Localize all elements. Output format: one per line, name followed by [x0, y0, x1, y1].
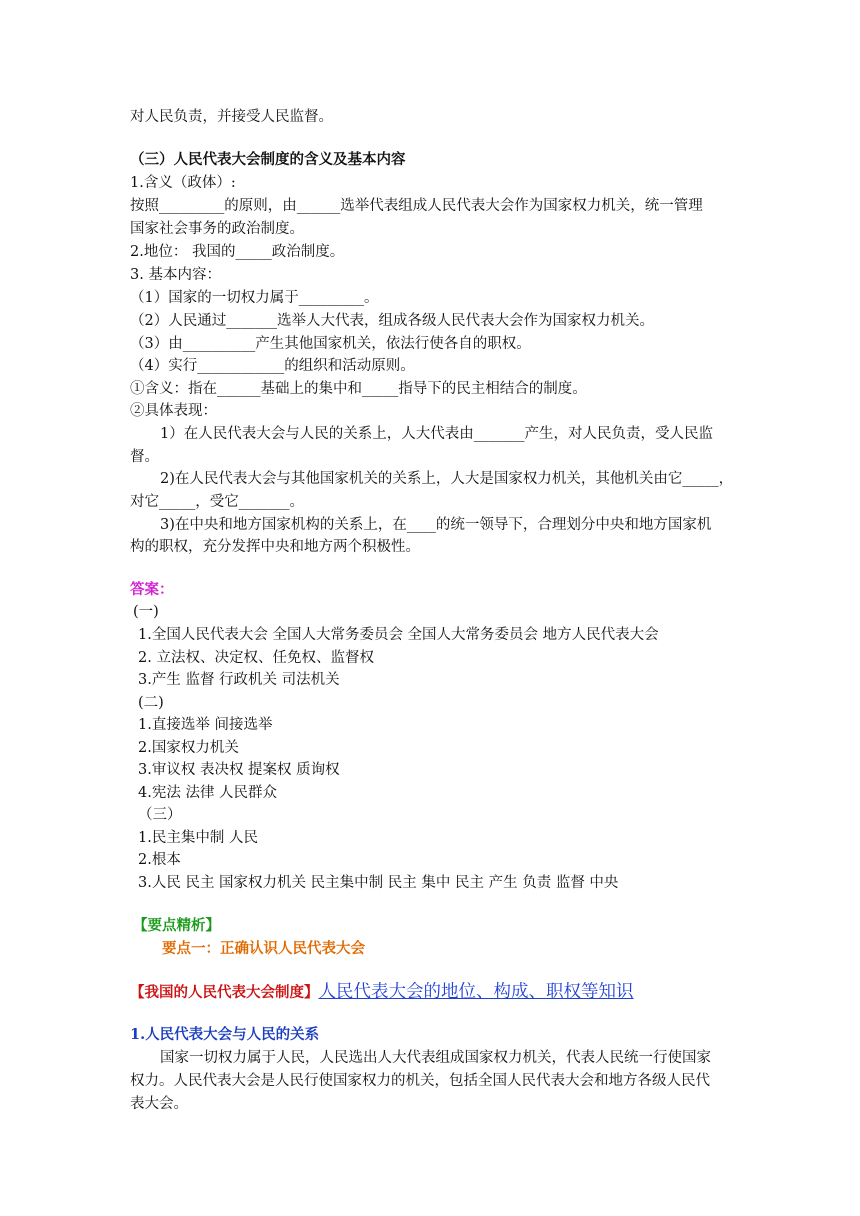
answer-line: 2. 立法权、决定权、任免权、监督权 — [138, 650, 374, 666]
text-line: 对它_____，受它_______。 — [130, 494, 304, 510]
text-line: 1.含义（政体）: — [130, 175, 236, 191]
answer-line: (一) — [133, 604, 159, 620]
topic-bracket-label: 【我国的人民代表大会制度】 — [130, 984, 319, 1001]
paragraph-line: 国家一切权力属于人民，人民选出人大代表组成国家权力机关，代表人民统一行使国家 — [160, 1050, 711, 1066]
answer-line: 3.人民 民主 国家权力机关 民主集中制 民主 集中 民主 产生 负责 监督 中央 — [138, 875, 619, 891]
key-point-one: 要点一：正确认识人民代表大会 — [162, 940, 365, 957]
text-line: 3)在中央和地方国家机构的关系上，在____的统一领导下，合理划分中央和地方国家机 — [160, 517, 712, 533]
answer-line: （三） — [138, 807, 182, 823]
text-line: 3. 基本内容： — [130, 267, 221, 283]
text-line: （3）由__________产生其他国家机关，依法行使各自的职权。 — [130, 336, 531, 352]
section-heading-three: （三）人民代表大会制度的含义及基本内容 — [130, 151, 406, 168]
answer-line: 2.根本 — [138, 852, 181, 868]
text-line: （4）实行____________的组织和活动原则。 — [130, 358, 415, 374]
text-line: ①含义：指在______基础上的集中和_____指导下的民主相结合的制度。 — [130, 381, 587, 397]
subsection-heading: 1.人民代表大会与人民的关系 — [130, 1026, 320, 1043]
text-line: 督。 — [130, 449, 159, 465]
topic-link[interactable]: 人民代表大会的地位、构成、职权等知识 — [318, 982, 634, 1002]
answer-line: 3.审议权 表决权 提案权 质询权 — [138, 762, 340, 778]
answer-line: 1.全国人民代表大会 全国人大常务委员会 全国人大常务委员会 地方人民代表大会 — [138, 627, 659, 643]
key-points-heading: 【要点精析】 — [133, 917, 220, 934]
paragraph-line: 权力。人民代表大会是人民行使国家权力的机关，包括全国人民代表大会和地方各级人民代 — [130, 1073, 710, 1089]
text-line: 1）在人民代表大会与人民的关系上，人大代表由_______产生，对人民负责，受人民监 — [160, 426, 713, 442]
text-line: （2）人民通过_______选举人大代表，组成各级人民代表大会作为国家权力机关。 — [130, 313, 654, 329]
answer-line: 2.国家权力机关 — [138, 740, 239, 756]
text-line: ②具体表现： — [130, 403, 217, 419]
paragraph-line: 表大会。 — [130, 1096, 188, 1112]
text-line: 国家社会事务的政治制度。 — [130, 221, 304, 237]
text-line: 构的职权，充分发挥中央和地方两个积极性。 — [130, 539, 420, 555]
text-line: 2)在人民代表大会与其他国家机关的关系上，人大是国家权力机关，其他机关由它_____， — [160, 471, 734, 487]
answer-line: 1.民主集中制 人民 — [138, 830, 258, 846]
text-line: 按照_________的原则，由______选举代表组成人民代表大会作为国家权力机关，统一管理 — [130, 198, 703, 214]
answer-line: 4.宪法 法律 人民群众 — [138, 785, 278, 801]
answer-line: 3.产生 监督 行政机关 司法机关 — [138, 672, 340, 688]
answer-line: (二) — [138, 695, 164, 711]
answer-line: 1.直接选举 间接选举 — [138, 717, 273, 733]
text-line: 2.地位： 我国的_____政治制度。 — [130, 244, 345, 260]
text-line: 对人民负责，并接受人民监督。 — [130, 109, 333, 125]
topic-header — [130, 982, 634, 1003]
answer-heading: 答案： — [130, 581, 174, 598]
text-line: （1）国家的一切权力属于_________。 — [130, 290, 379, 306]
